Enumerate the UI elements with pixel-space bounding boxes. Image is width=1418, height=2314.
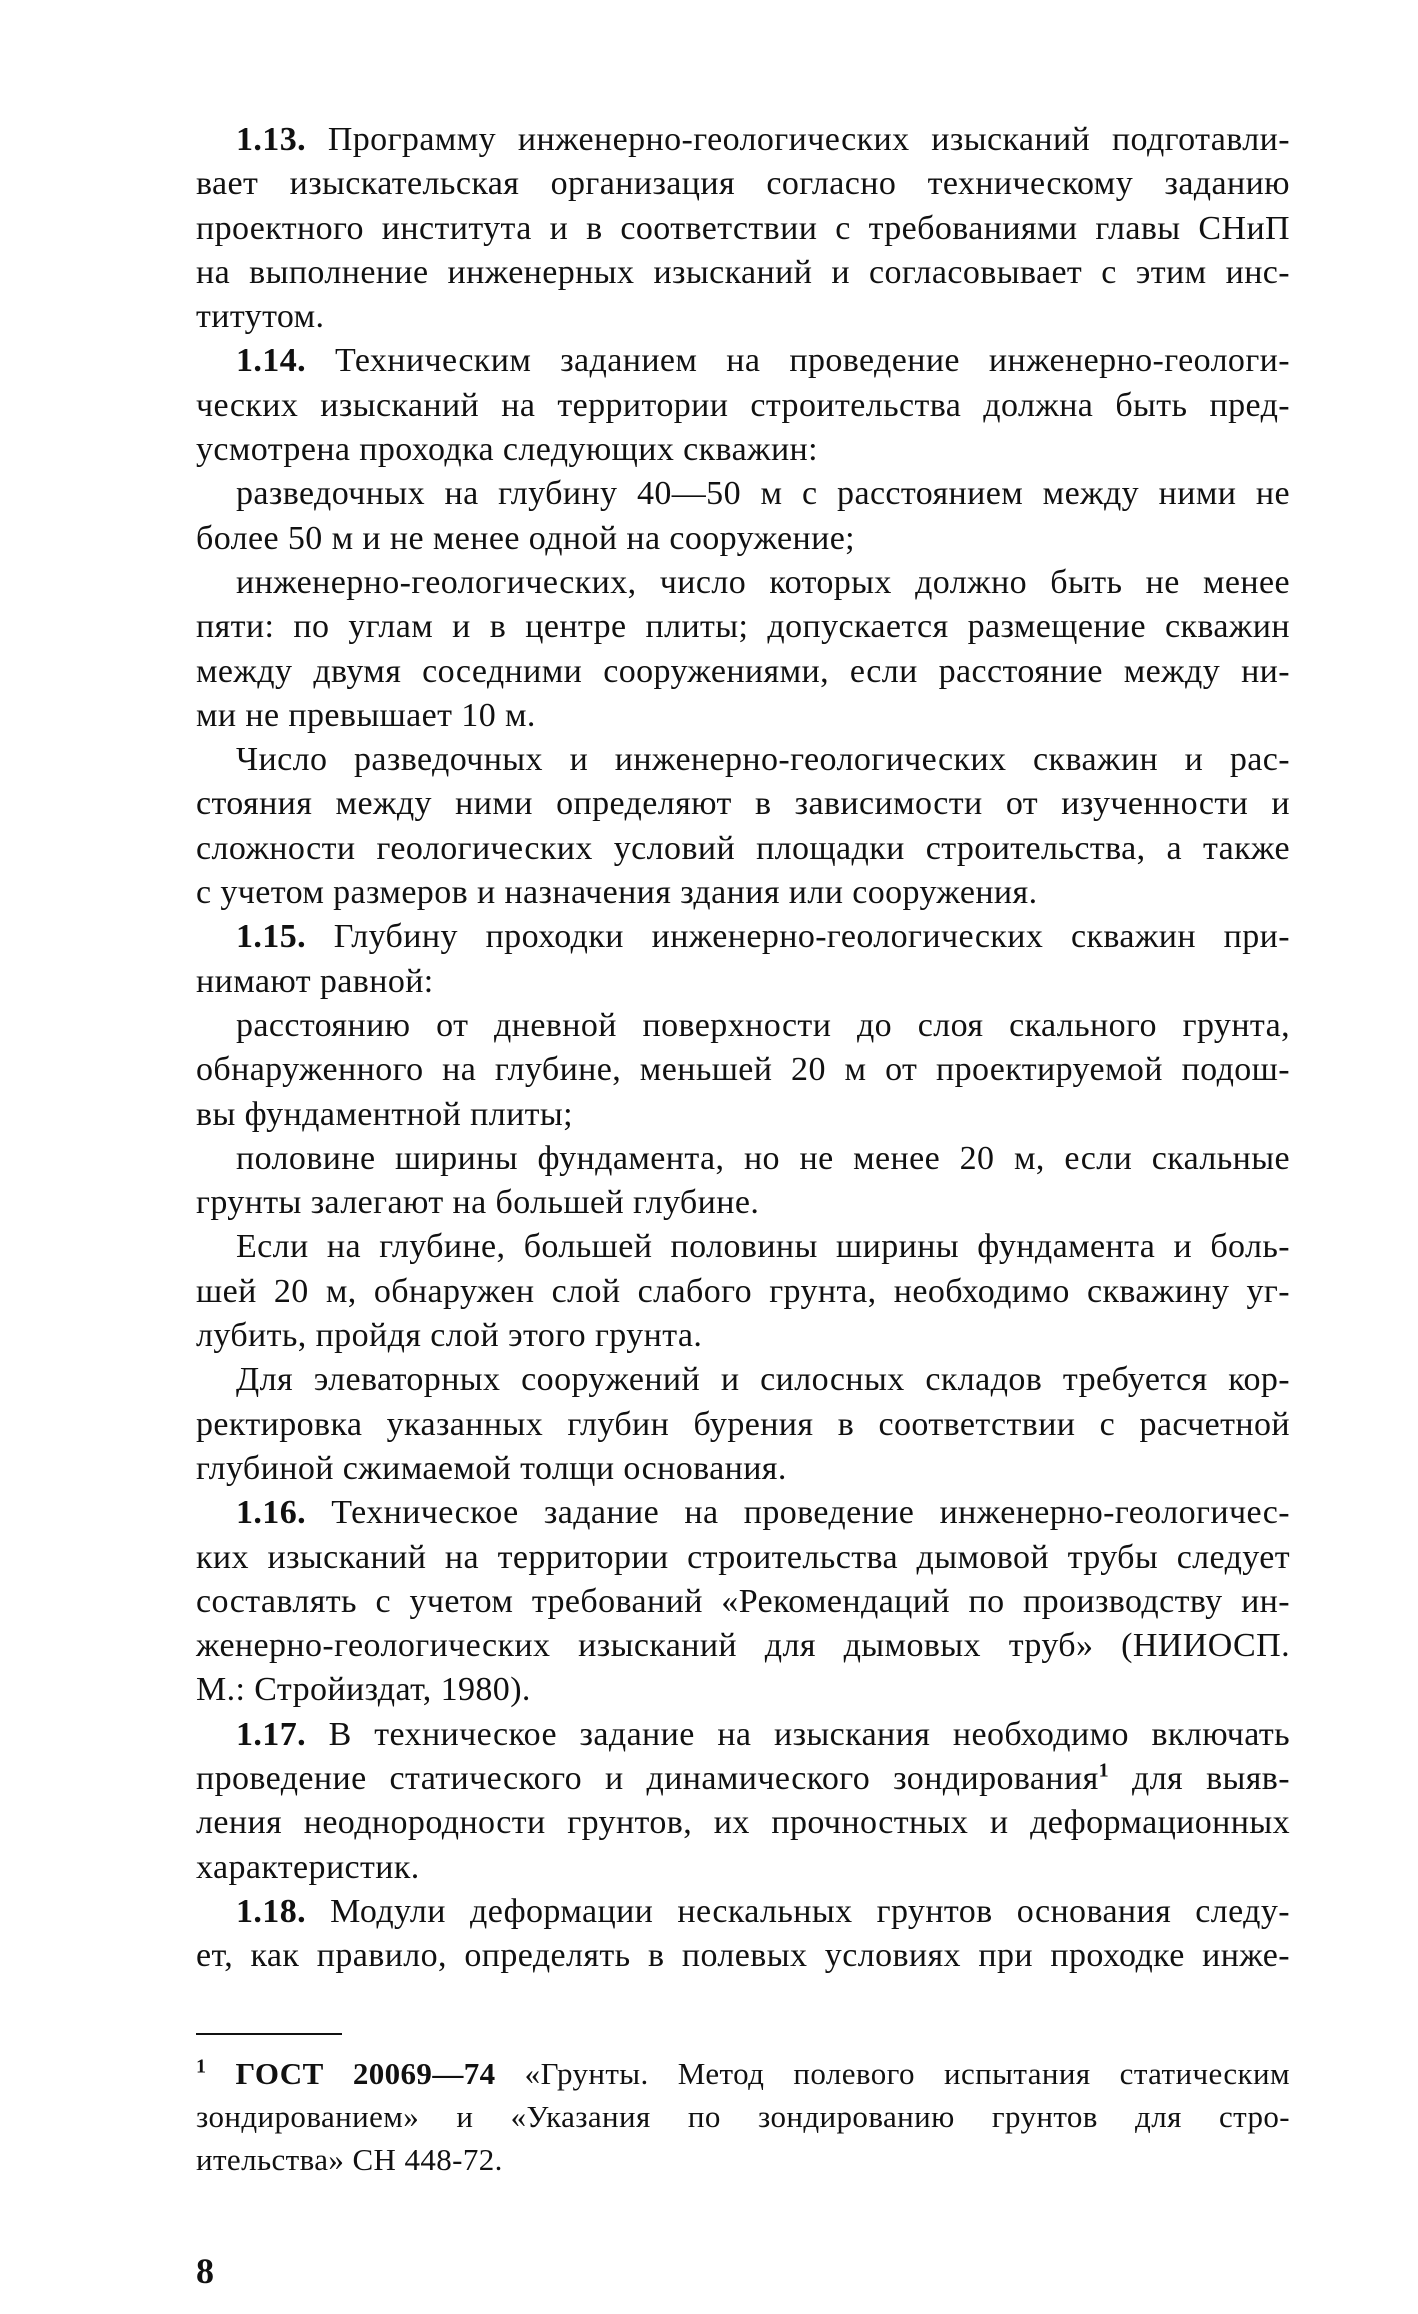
line-text: глубиной сжимаемой толщи основания. [196, 1449, 787, 1487]
line-text: более 50 м и не менее одной на сооружение; [196, 519, 856, 557]
section-number: ГОСТ 20069—74 [206, 2056, 496, 2091]
body-line [196, 1403, 1290, 1447]
line-text: ет, как правило, определять в полевых условиях при проходке инже- [196, 1937, 1290, 1975]
footnote-line [196, 2138, 1290, 2181]
line-text: стояния между ними определяют в зависимости от изученности и [196, 785, 1290, 823]
line-text: грунты залегают на большей глубине. [196, 1184, 760, 1222]
line-text: лубить, пройдя слой этого грунта. [196, 1317, 703, 1355]
page-number: 8 [196, 2251, 214, 2291]
line-text: сложности геологических условий площадки строительства, а также [196, 829, 1290, 867]
section-number: 1.13. [236, 121, 306, 158]
line-text: пяти: по углам и в центре плиты; допускается размещение скважин [196, 608, 1290, 646]
body-line [196, 1181, 1290, 1225]
line-text: ких изысканий на территории строительства дымовой трубы следует [196, 1538, 1290, 1576]
body-line [196, 1048, 1290, 1092]
body-line [196, 561, 1290, 605]
body-line [196, 472, 1290, 516]
line-text: половине ширины фундамента, но не менее 20 м, если скальные [236, 1139, 1290, 1177]
line-text: между двумя соседними сооружениями, если расстояние между ни- [196, 652, 1290, 690]
body-line [196, 1801, 1290, 1845]
line-text: Техническим заданием на проведение инженерно-геологи- [306, 342, 1290, 380]
line-text: расстоянию от дневной поверхности до слоя скального грунта, [236, 1006, 1290, 1044]
body-line [196, 650, 1290, 694]
line-text: шей 20 м, обнаружен слой слабого грунта, необходимо скважину уг- [196, 1272, 1290, 1310]
body-line [196, 1093, 1290, 1137]
line-text: инженерно-геологических, число которых должно быть не менее [236, 563, 1290, 601]
body-line [196, 295, 1290, 339]
body-text [196, 118, 1290, 1978]
line-text: обнаруженного на глубине, меньшей 20 м от проектируемой подош- [196, 1051, 1290, 1089]
body-line [196, 1624, 1290, 1668]
body-line [196, 960, 1290, 1004]
line-text: характеристик. [196, 1848, 420, 1886]
footnote-marker: 1 [196, 2055, 207, 2078]
line-text: женерно-геологических изысканий для дымовых труб» (НИИОСП. [196, 1627, 1290, 1665]
line-text: составлять с учетом требований «Рекомендаций по производству ин- [196, 1582, 1290, 1620]
body-line [196, 517, 1290, 561]
line-text: Число разведочных и инженерно-геологических скважин и рас- [236, 741, 1290, 779]
line-text: Если на глубине, большей половины ширины фундамента и боль- [236, 1228, 1290, 1266]
section-number: 1.15. [236, 918, 306, 956]
body-line [196, 1314, 1290, 1358]
line-text: проектного института и в соответствии с требованиями главы СНиП [196, 209, 1290, 247]
line-text: для выяв- [1109, 1759, 1290, 1797]
body-line [196, 251, 1290, 295]
body-line [196, 1757, 1290, 1801]
line-text: Глубину проходки инженерно-геологических скважин при- [306, 918, 1290, 956]
body-line [196, 915, 1290, 959]
footnote-line [196, 2052, 1290, 2095]
body-line [196, 1137, 1290, 1181]
body-line [196, 428, 1290, 472]
line-text: Модули деформации нескальных грунтов основания следу- [306, 1892, 1290, 1930]
body-line [196, 162, 1290, 206]
line-text: ми не превышает 10 м. [196, 696, 536, 734]
body-line [196, 1447, 1290, 1491]
line-text: ческих изысканий на территории строительства должна быть пред- [196, 386, 1290, 424]
section-number: 1.14. [236, 342, 306, 380]
body-line [196, 1004, 1290, 1048]
line-text: Программу инженерно-геологических изысканий подготавли- [306, 121, 1290, 158]
line-text: ректировка указанных глубин бурения в соответствии с расчетной [196, 1405, 1290, 1443]
body-line [196, 1491, 1290, 1535]
line-text: вает изыскательская организация согласно техническому заданию [196, 165, 1290, 203]
line-text: М.: Стройиздат, 1980). [196, 1671, 531, 1709]
body-line [196, 1713, 1290, 1757]
line-text: зондированием» и «Указания по зондированию грунтов для стро- [196, 2099, 1290, 2134]
body-line [196, 605, 1290, 649]
section-number: 1.16. [236, 1494, 306, 1532]
body-line [196, 384, 1290, 428]
body-line [196, 118, 1290, 162]
body-line [196, 207, 1290, 251]
body-line [196, 1270, 1290, 1314]
line-text: ления неоднородности грунтов, их прочностных и деформационных [196, 1804, 1290, 1842]
body-line [196, 1934, 1290, 1978]
line-text: В техническое задание на изыскания необходимо включать [306, 1715, 1290, 1753]
section-number: 1.17. [236, 1715, 306, 1753]
line-text: с учетом размеров и назначения здания или сооружения. [196, 874, 1038, 912]
footnote-reference: 1 [1098, 1759, 1110, 1782]
body-line [196, 1358, 1290, 1402]
line-text: проведение статического и динамического зондирования [196, 1759, 1099, 1797]
line-text: вы фундаментной плиты; [196, 1095, 574, 1133]
line-text: усмотрена проходка следующих скважин: [196, 431, 818, 469]
body-line [196, 1668, 1290, 1712]
body-line [196, 1846, 1290, 1890]
footnote-divider [196, 2033, 342, 2035]
line-text: «Грунты. Метод полевого испытания статическим [495, 2056, 1290, 2091]
line-text: разведочных на глубину 40—50 м с расстоянием между ними не [236, 475, 1290, 513]
line-text: Для элеваторных сооружений и силосных складов требуется кор- [236, 1361, 1290, 1399]
section-number: 1.18. [236, 1892, 306, 1930]
body-line [196, 738, 1290, 782]
footnote-line [196, 2095, 1290, 2138]
line-text: на выполнение инженерных изысканий и согласовывает с этим инс- [196, 253, 1290, 291]
body-line [196, 1225, 1290, 1269]
line-text: Техническое задание на проведение инженерно-геологичес- [306, 1494, 1290, 1532]
body-line [196, 339, 1290, 383]
body-line [196, 1580, 1290, 1624]
body-line [196, 1890, 1290, 1934]
body-line [196, 782, 1290, 826]
body-line [196, 871, 1290, 915]
line-text: ительства» СН 448-72. [196, 2142, 503, 2177]
footnote [196, 2052, 1290, 2181]
line-text: нимают равной: [196, 962, 434, 1000]
body-line [196, 694, 1290, 738]
line-text: титутом. [196, 298, 325, 336]
body-line [196, 1536, 1290, 1580]
body-line [196, 827, 1290, 871]
